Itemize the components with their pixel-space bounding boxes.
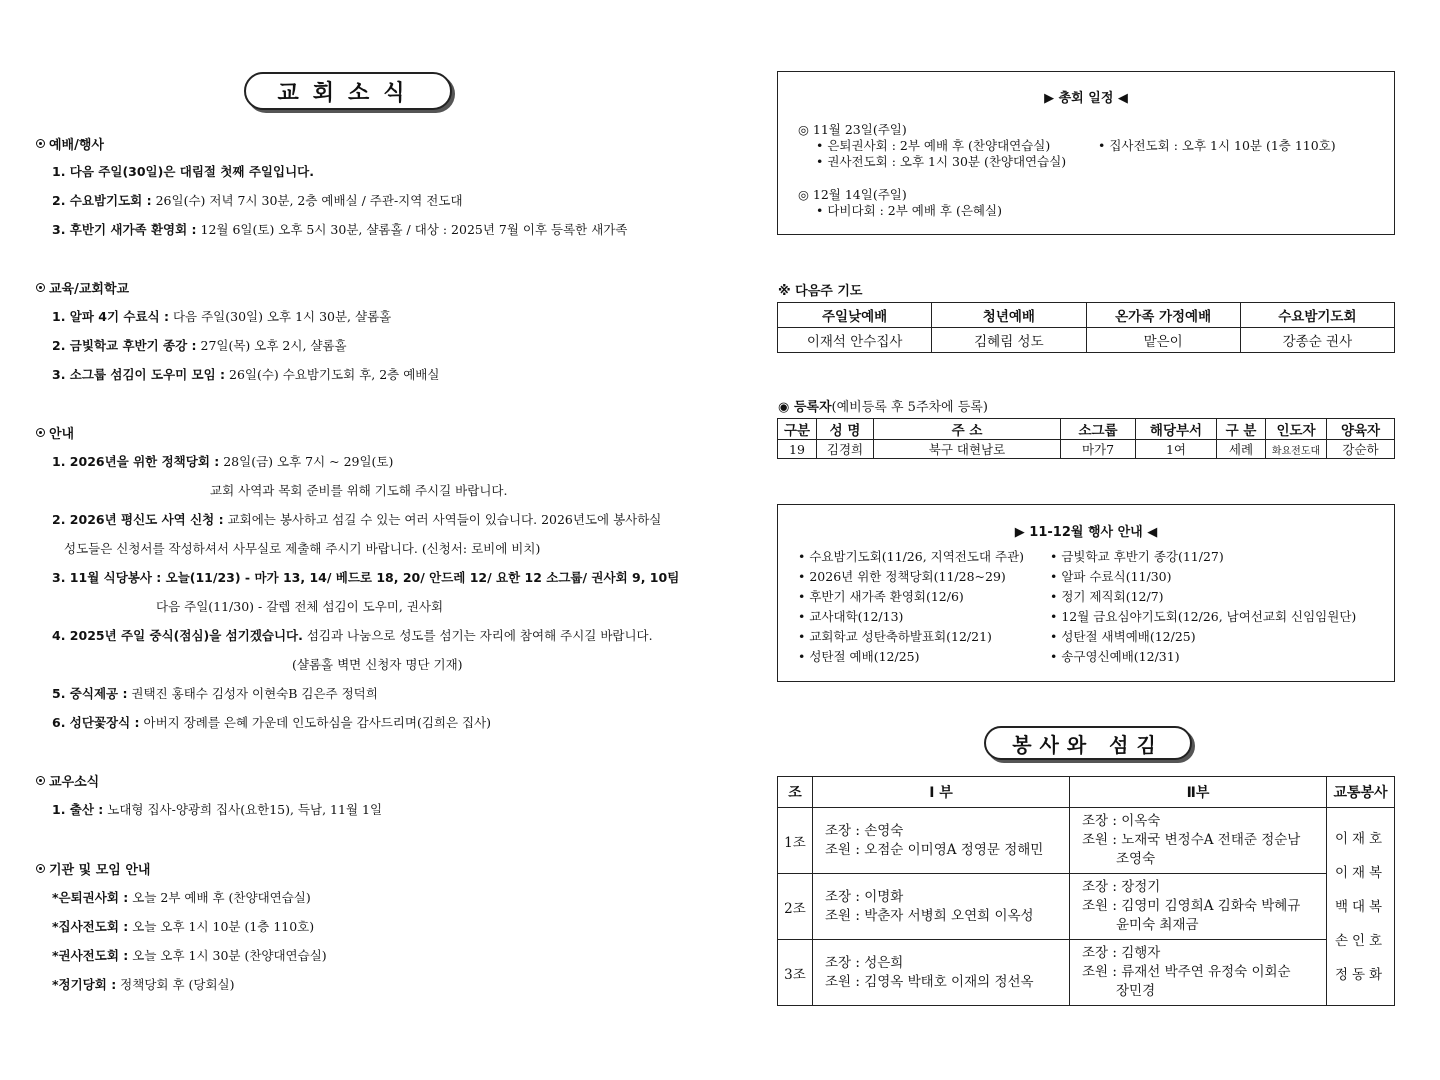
reg-cell: 마가7 <box>1061 440 1136 459</box>
prayer-col-sunday: 주일낮예배 <box>778 303 932 328</box>
table-row <box>778 874 1395 940</box>
service-group-name: 1조 <box>778 808 813 874</box>
education-item-3: 3. 소그룹 섬김이 도우미 모임 : 26일(수) 수요밤기도회 후, 2층 예배실 <box>52 367 440 382</box>
service-traffic-cell: 이재호 이재복 백대복 손인호 정동화 <box>1327 808 1395 1006</box>
worship-item-2: 2. 수요밤기도회 : 26일(수) 저녁 7시 30분, 2층 예배실 / 주관-지역 전도대 <box>52 193 463 208</box>
orgs-item-1: *은퇴권사회 : 오늘 2부 예배 후 (찬양대연습실) <box>52 890 311 905</box>
prayer-value-youth: 김혜림 성도 <box>932 328 1086 353</box>
prayer-value-wednesday: 강종순 권사 <box>1240 328 1394 353</box>
service-part2-cell: 조장 : 이옥숙 조원 : 노재국 변정수A 전태준 정순남 조영숙 <box>1070 808 1327 874</box>
section-heading-notice: 안내 <box>36 423 74 442</box>
reg-cell: 1여 <box>1136 440 1217 459</box>
circle-dot-icon <box>36 428 45 437</box>
reg-col-dept: 해당부서 <box>1136 419 1217 440</box>
events-heading: ▶ 11-12월 행사 안내 ◀ <box>1014 525 1158 540</box>
assembly-heading: ▶ 총회 일정 ◀ <box>1044 91 1128 106</box>
service-title: 봉사와 섬김 <box>984 726 1192 760</box>
notice-item-1-cont: 교회 사역과 목회 준비를 위해 기도해 주시길 바랍니다. <box>210 483 508 498</box>
circle-dot-icon <box>36 139 45 148</box>
section-heading-education: 교육/교회학교 <box>36 278 129 297</box>
notice-item-2: 2. 2026년 평신도 사역 신청 : 교회에는 봉사하고 섬길 수 있는 여러 사역들이 있습니다. 2026년도에 봉사하실 <box>52 512 662 527</box>
section-heading-members: 교우소식 <box>36 771 99 790</box>
assembly-date-1: ◎ 11월 23일(주일) <box>798 122 907 137</box>
service-part1-cell: 조장 : 이명화 조원 : 박춘자 서병희 오연희 이옥성 <box>813 874 1070 940</box>
event-left-2: • 2026년 위한 정책당회(11/28~29) <box>798 569 1006 584</box>
circle-dot-icon <box>36 776 45 785</box>
notice-item-5: 5. 중식제공 : 권택진 홍태수 김성자 이현숙B 김은주 정덕희 <box>52 686 378 701</box>
education-item-2: 2. 금빛학교 후반기 종강 : 27일(목) 오후 2시, 샬롬홀 <box>52 338 347 353</box>
orgs-item-3: *권사전도회 : 오늘 오후 1시 30분 (찬양대연습실) <box>52 948 327 963</box>
reg-col-guide: 인도자 <box>1266 419 1327 440</box>
service-group-name: 3조 <box>778 940 813 1006</box>
notice-item-1: 1. 2026년을 위한 정책당회 : 28일(금) 오후 7시 ~ 29일(토) <box>52 454 394 469</box>
reg-cell: 19 <box>778 440 817 459</box>
prayer-table <box>777 302 1395 353</box>
reg-cell: 화요전도대 <box>1266 440 1327 459</box>
notice-item-3-cont: 다음 주일(11/30) - 갈렙 전체 섬김이 도우미, 권사회 <box>156 599 444 614</box>
assembly-schedule-box <box>777 71 1395 235</box>
worship-item-3: 3. 후반기 새가족 환영회 : 12월 6일(토) 오후 5시 30분, 샬롬홀 / 대상 : 2025년 7월 이후 등록한 새가족 <box>52 222 628 237</box>
education-item-1: 1. 알파 4기 수료식 : 다음 주일(30일) 오후 1시 30분, 샬롬홀 <box>52 309 392 324</box>
service-part2-cell: 조장 : 장정기 조원 : 김영미 김영희A 김화숙 박혜규 윤미숙 최재금 <box>1070 874 1327 940</box>
event-right-2: • 알파 수료식(11/30) <box>1050 569 1172 584</box>
members-item-1: 1. 출산 : 노대형 집사-양광희 집사(요한15), 득남, 11월 1일 <box>52 802 383 817</box>
prayer-heading: ※ 다음주 기도 <box>778 284 863 299</box>
orgs-item-2: *집사전도회 : 오늘 오후 1시 10분 (1층 110호) <box>52 919 315 934</box>
notice-item-2-cont: 성도들은 신청서를 작성하셔서 사무실로 제출해 주시기 바랍니다. (신청서: 로비에 비치) <box>64 541 541 556</box>
event-left-4: • 교사대학(12/13) <box>798 609 904 624</box>
registrants-heading: ◉ 등록자(예비등록 후 5주차에 등록) <box>778 400 988 415</box>
table-row <box>778 808 1395 874</box>
notice-item-4: 4. 2025년 주일 중식(점심)을 섬기겠습니다. 섬김과 나눔으로 성도를 섬기는 자리에 참여해 주시길 바랍니다. <box>52 628 653 643</box>
circle-dot-icon <box>36 283 45 292</box>
reg-cell: 강순하 <box>1327 440 1395 459</box>
service-col-group: 조 <box>778 777 813 808</box>
reg-col-mentor: 양육자 <box>1327 419 1395 440</box>
table-row <box>778 940 1395 1006</box>
event-right-3: • 정기 제직회(12/7) <box>1050 589 1164 604</box>
reg-col-group: 소그룹 <box>1061 419 1136 440</box>
event-right-1: • 금빛학교 후반기 종강(11/27) <box>1050 549 1224 564</box>
worship-item-1: 1. 다음 주일(30일)은 대림절 첫째 주일입니다. <box>52 164 314 179</box>
events-box <box>777 504 1395 682</box>
assembly-line-3: • 권사전도회 : 오후 1시 30분 (찬양대연습실) <box>816 154 1067 169</box>
assembly-line-2: • 집사전도회 : 오후 1시 10분 (1층 110호) <box>1098 138 1336 153</box>
page-title-church-news: 교회소식 <box>244 72 452 110</box>
notice-item-6: 6. 성단꽃장식 : 아버지 장례를 은혜 가운데 인도하심을 감사드리며(김희은 집사) <box>52 715 492 730</box>
reg-col-name: 성 명 <box>817 419 874 440</box>
reg-col-type: 구 분 <box>1217 419 1266 440</box>
section-heading-worship: 예배/행사 <box>36 134 104 153</box>
table-header-row <box>778 777 1395 808</box>
assembly-line-4: • 다비다회 : 2부 예배 후 (은혜실) <box>816 203 1002 218</box>
prayer-col-wednesday: 수요밤기도회 <box>1240 303 1394 328</box>
service-group-name: 2조 <box>778 874 813 940</box>
event-left-1: • 수요밤기도회(11/26, 지역전도대 주관) <box>798 549 1025 564</box>
assembly-line-1: • 은퇴권사회 : 2부 예배 후 (찬양대연습실) <box>816 138 1051 153</box>
event-left-6: • 성탄절 예배(12/25) <box>798 649 920 664</box>
registrants-table <box>777 418 1395 459</box>
table-row <box>778 328 1395 353</box>
prayer-col-family: 온가족 가정예배 <box>1086 303 1240 328</box>
reg-cell: 세례 <box>1217 440 1266 459</box>
notice-item-4-cont: (샬롬홀 벽면 신청자 명단 기재) <box>292 657 463 672</box>
reg-cell: 북구 대현남로 <box>874 440 1061 459</box>
service-col-traffic: 교통봉사 <box>1327 777 1395 808</box>
section-heading-orgs: 기관 및 모임 안내 <box>36 859 150 878</box>
notice-item-3: 3. 11월 식당봉사 : 오늘(11/23) - 마가 13, 14/ 베드로 18, 20/ 안드레 12/ 요한 12 소그룹/ 권사회 9, 10팀 <box>52 570 680 585</box>
reg-col-no: 구분 <box>778 419 817 440</box>
service-part1-cell: 조장 : 성은희 조원 : 김영옥 박태호 이재의 정선옥 <box>813 940 1070 1006</box>
table-row <box>778 440 1395 459</box>
reg-cell: 김경희 <box>817 440 874 459</box>
prayer-value-family: 맡은이 <box>1086 328 1240 353</box>
event-right-5: • 성탄절 새벽예배(12/25) <box>1050 629 1196 644</box>
event-right-6: • 송구영신예배(12/31) <box>1050 649 1180 664</box>
reg-col-address: 주 소 <box>874 419 1061 440</box>
table-header-row <box>778 303 1395 328</box>
event-left-5: • 교회학교 성탄축하발표회(12/21) <box>798 629 992 644</box>
assembly-date-2: ◎ 12월 14일(주일) <box>798 187 907 202</box>
service-table <box>777 776 1395 1006</box>
service-part1-cell: 조장 : 손영숙 조원 : 오점순 이미영A 정영문 정해민 <box>813 808 1070 874</box>
service-col-part2: Ⅱ부 <box>1070 777 1327 808</box>
prayer-col-youth: 청년예배 <box>932 303 1086 328</box>
table-header-row <box>778 419 1395 440</box>
service-col-part1: I 부 <box>813 777 1070 808</box>
prayer-value-sunday: 이재석 안수집사 <box>778 328 932 353</box>
orgs-item-4: *정기당회 : 정책당회 후 (당회실) <box>52 977 235 992</box>
event-left-3: • 후반기 새가족 환영회(12/6) <box>798 589 964 604</box>
event-right-4: • 12월 금요심야기도회(12/26, 남여선교회 신임임원단) <box>1050 609 1357 624</box>
service-part2-cell: 조장 : 김행자 조원 : 류재선 박주연 유정숙 이회순 장민경 <box>1070 940 1327 1006</box>
circle-dot-icon <box>36 864 45 873</box>
